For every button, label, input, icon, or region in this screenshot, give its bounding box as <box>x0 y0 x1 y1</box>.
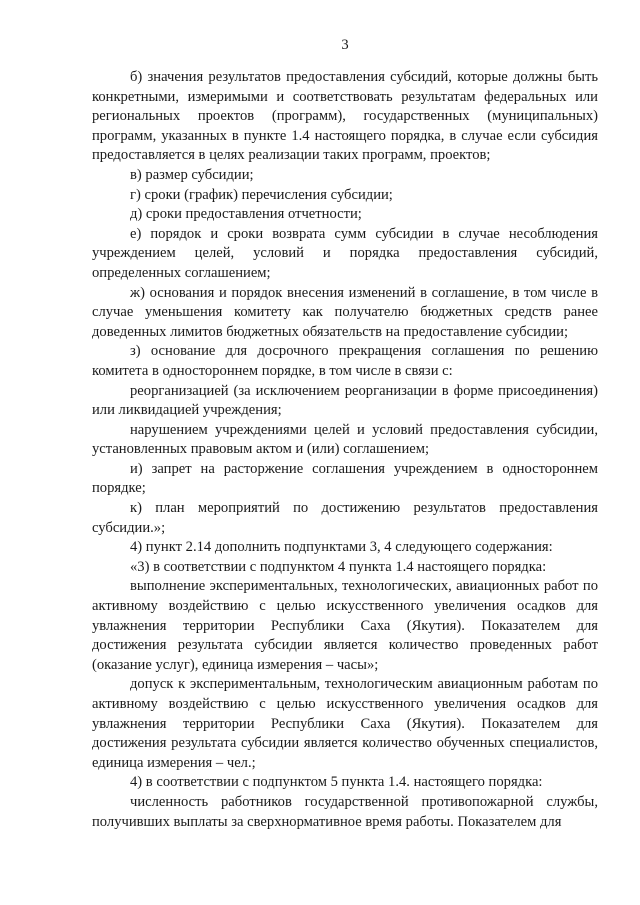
paragraph-k-action-plan: к) план мероприятий по достижению результатов предоставления субсидии.»; <box>92 500 598 536</box>
paragraph-i-termination-ban: и) запрет на расторжение соглашения учреждением в одностороннем порядке; <box>92 460 598 497</box>
paragraph-e-refund-procedure: е) порядок и сроки возврата сумм субсидии в случае несоблюдения учреждением целей, условий и порядка предоставления субсидий, определенных соглашением; <box>92 225 598 281</box>
paragraph-subitem-4: 4) в соответствии с подпунктом 5 пункта 1.4. настоящего порядка: <box>130 774 543 791</box>
paragraph-d-reporting-deadlines: д) сроки предоставления отчетности; <box>130 206 362 223</box>
paragraph-zh-amendment-grounds: ж) основания и порядок внесения изменений в соглашение, в том числе в случае уменьшения комитету как получателю бюджетных средств ранее доведенных лимитов бюджетных обязательств на предоставление субсидии; <box>92 284 598 340</box>
paragraph-v-subsidy-amount: в) размер субсидии; <box>130 166 254 183</box>
paragraph-violation: нарушением учреждениями целей и условий предоставления субсидии, установленных правовым актом и (или) соглашением; <box>92 421 598 458</box>
page-number: 3 <box>341 37 349 53</box>
paragraph-item-4-amendment: 4) пункт 2.14 дополнить подпунктами 3, 4 следующего содержания: <box>130 539 553 556</box>
paragraph-g-transfer-schedule: г) сроки (график) перечисления субсидии; <box>130 186 393 203</box>
paragraph-admission-works: допуск к экспериментальным, технологическим авиационным работам по активному воздействию с целью искусственного увеличения осадков для увлажнения территории Республики Саха (Якутия). Показателем для достижения результата субсидии является количество обученных специалистов, единица измерения – чел.; <box>92 676 598 771</box>
paragraph-aviation-works: выполнение экспериментальных, технологических, авиационных работ по активному воздействию с целью искусственного увеличения осадков для увлажнения территории Республики Саха (Якутия). Показателем для достижения результата субсидии является количество проведенных работ (оказание услуг), единица измерения – часы»; <box>92 578 598 673</box>
paragraph-b-result-values: б) значения результатов предоставления субсидий, которые должны быть конкретными, измеримыми и соответствовать результатам федеральных или региональных проектов (программ), государственных (муниципальных) программ, указанных в пункте 1.4 настоящего порядка, в случае если субсидия предоставляется в целях реализации таких программ, проектов; <box>92 69 598 164</box>
paragraph-reorganization: реорганизацией (за исключением реорганизации в форме присоединения) или ликвидацией учреждения; <box>92 382 598 419</box>
paragraph-subitem-3: «3) в соответствии с подпунктом 4 пункта 1.4 настоящего порядка: <box>130 558 547 575</box>
paragraph-z-early-termination: з) основание для досрочного прекращения соглашения по решению комитета в одностороннем порядке, в том числе в связи с: <box>92 343 598 379</box>
paragraph-fire-service-staff: численность работников государственной противопожарной службы, получивших выплаты за сверхнормативное время работы. Показателем для <box>92 793 598 830</box>
